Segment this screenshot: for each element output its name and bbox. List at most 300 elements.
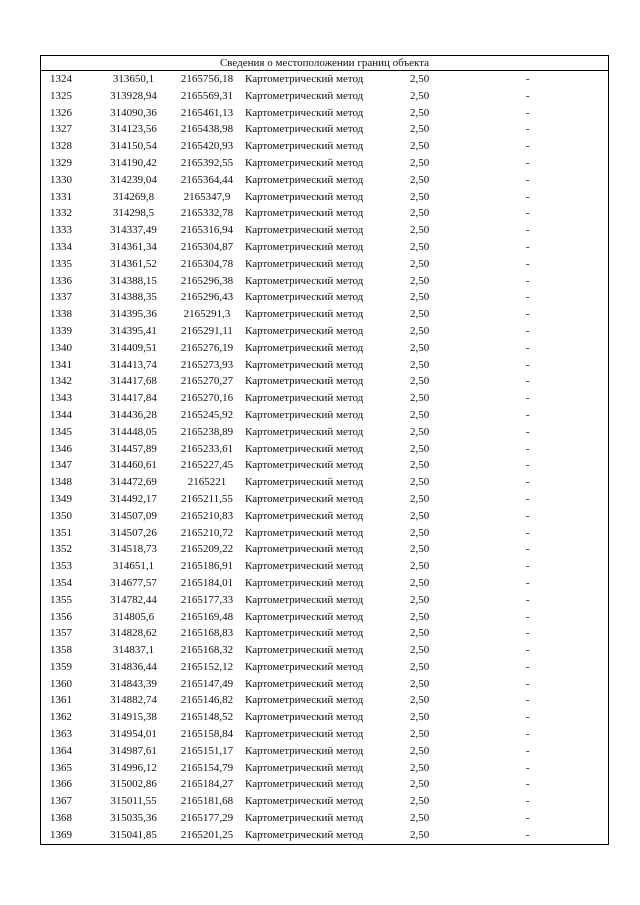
- table-row: [41, 441, 608, 458]
- note-cell: -: [526, 358, 530, 371]
- method-cell: Картометрический метод: [245, 761, 364, 774]
- x-coordinate-cell: 314417,68: [110, 375, 157, 388]
- y-coordinate-cell: 2165169,48: [180, 610, 234, 623]
- method-cell: Картометрический метод: [245, 73, 364, 85]
- note-cell: -: [526, 526, 530, 539]
- point-number-cell: 1348: [50, 476, 72, 489]
- table-row: [41, 121, 608, 138]
- coordinates-table: [40, 55, 609, 845]
- accuracy-cell: 2,50: [410, 476, 430, 489]
- table-row: [41, 525, 608, 542]
- y-coordinate-cell: 2165347,9: [183, 190, 231, 203]
- method-cell: Картометрический метод: [245, 593, 364, 606]
- note-cell: -: [526, 123, 530, 136]
- method-cell: Картометрический метод: [245, 509, 364, 522]
- note-cell: -: [526, 140, 530, 153]
- x-coordinate-cell: 314388,15: [110, 274, 157, 287]
- note-cell: -: [526, 795, 530, 808]
- y-coordinate-cell: 2165233,61: [180, 442, 234, 455]
- y-coordinate-cell: 2165210,83: [180, 509, 234, 522]
- y-coordinate-cell: 2165245,92: [180, 408, 234, 421]
- y-coordinate-cell: 2165438,98: [180, 123, 234, 136]
- table-row: [41, 222, 608, 239]
- y-coordinate-cell: 2165221: [187, 476, 227, 489]
- point-number-cell: 1329: [50, 156, 72, 169]
- method-cell: Картометрический метод: [245, 644, 364, 657]
- accuracy-cell: 2,50: [410, 509, 430, 522]
- y-coordinate-cell: 2165392,55: [180, 156, 234, 169]
- note-cell: -: [526, 308, 530, 321]
- x-coordinate-cell: 314395,41: [110, 324, 157, 337]
- point-number-cell: 1363: [50, 728, 72, 741]
- x-coordinate-cell: 314492,17: [110, 492, 157, 505]
- x-coordinate-cell: 314507,26: [110, 526, 157, 539]
- point-number-cell: 1355: [50, 593, 72, 606]
- y-coordinate-cell: 2165238,89: [180, 425, 234, 438]
- accuracy-cell: 2,50: [410, 392, 430, 405]
- method-cell: Картометрический метод: [245, 459, 364, 472]
- note-cell: -: [526, 106, 530, 119]
- point-number-cell: 1336: [50, 274, 72, 287]
- table-row: [41, 71, 608, 88]
- x-coordinate-cell: 315041,85: [110, 828, 157, 841]
- accuracy-cell: 2,50: [410, 408, 430, 421]
- table-row: [41, 575, 608, 592]
- note-cell: -: [526, 392, 530, 405]
- note-cell: -: [526, 224, 530, 237]
- x-coordinate-cell: 314123,56: [110, 123, 157, 136]
- table-row: [41, 407, 608, 424]
- x-coordinate-cell: 314150,54: [110, 140, 157, 153]
- note-cell: -: [526, 257, 530, 270]
- point-number-cell: 1353: [50, 560, 72, 573]
- method-cell: Картометрический метод: [245, 140, 364, 153]
- point-number-cell: 1362: [50, 711, 72, 724]
- table-row: [41, 474, 608, 491]
- y-coordinate-cell: 2165177,33: [180, 593, 234, 606]
- y-coordinate-cell: 2165186,91: [180, 560, 234, 573]
- point-number-cell: 1330: [50, 173, 72, 186]
- table-row: [41, 424, 608, 441]
- method-cell: Картометрический метод: [245, 240, 364, 253]
- table-row: [41, 390, 608, 407]
- method-cell: Картометрический метод: [245, 711, 364, 724]
- accuracy-cell: 2,50: [410, 257, 430, 270]
- point-number-cell: 1338: [50, 308, 72, 321]
- point-number-cell: 1337: [50, 291, 72, 304]
- note-cell: -: [526, 324, 530, 337]
- x-coordinate-cell: 314413,74: [110, 358, 157, 371]
- y-coordinate-cell: 2165181,68: [180, 795, 234, 808]
- accuracy-cell: 2,50: [410, 375, 430, 388]
- point-number-cell: 1326: [50, 106, 72, 119]
- y-coordinate-cell: 2165270,16: [180, 392, 234, 405]
- method-cell: Картометрический метод: [245, 173, 364, 186]
- point-number-cell: 1358: [50, 644, 72, 657]
- method-cell: Картометрический метод: [245, 442, 364, 455]
- accuracy-cell: 2,50: [410, 140, 430, 153]
- method-cell: Картометрический метод: [245, 123, 364, 136]
- y-coordinate-cell: 2165273,93: [180, 358, 234, 371]
- note-cell: -: [526, 778, 530, 791]
- x-coordinate-cell: 314417,84: [110, 392, 157, 405]
- note-cell: -: [526, 156, 530, 169]
- note-cell: -: [526, 644, 530, 657]
- table-row: [41, 340, 608, 357]
- accuracy-cell: 2,50: [410, 593, 430, 606]
- note-cell: -: [526, 728, 530, 741]
- y-coordinate-cell: 2165184,27: [180, 778, 234, 791]
- point-number-cell: 1349: [50, 492, 72, 505]
- method-cell: Картометрический метод: [245, 224, 364, 237]
- x-coordinate-cell: 314460,61: [110, 459, 157, 472]
- y-coordinate-cell: 2165209,22: [180, 543, 234, 556]
- accuracy-cell: 2,50: [410, 459, 430, 472]
- method-cell: Картометрический метод: [245, 476, 364, 489]
- x-coordinate-cell: 314361,34: [110, 240, 157, 253]
- method-cell: Картометрический метод: [245, 257, 364, 270]
- note-cell: -: [526, 408, 530, 421]
- method-cell: Картометрический метод: [245, 156, 364, 169]
- x-coordinate-cell: 314828,62: [110, 627, 157, 640]
- method-cell: Картометрический метод: [245, 627, 364, 640]
- point-number-cell: 1334: [50, 240, 72, 253]
- x-coordinate-cell: 314843,39: [110, 677, 157, 690]
- x-coordinate-cell: 313928,94: [110, 89, 157, 102]
- accuracy-cell: 2,50: [410, 442, 430, 455]
- method-cell: Картометрический метод: [245, 677, 364, 690]
- method-cell: Картометрический метод: [245, 526, 364, 539]
- x-coordinate-cell: 314987,61: [110, 744, 157, 757]
- point-number-cell: 1345: [50, 425, 72, 438]
- note-cell: -: [526, 89, 530, 102]
- note-cell: -: [526, 677, 530, 690]
- note-cell: -: [526, 610, 530, 623]
- y-coordinate-cell: 2165146,82: [180, 694, 234, 707]
- note-cell: -: [526, 660, 530, 673]
- point-number-cell: 1340: [50, 341, 72, 354]
- method-cell: Картометрический метод: [245, 392, 364, 405]
- note-cell: -: [526, 711, 530, 724]
- method-cell: Картометрический метод: [245, 425, 364, 438]
- accuracy-cell: 2,50: [410, 812, 430, 825]
- table-row: [41, 256, 608, 273]
- table-row: [41, 642, 608, 659]
- point-number-cell: 1341: [50, 358, 72, 371]
- note-cell: -: [526, 560, 530, 573]
- accuracy-cell: 2,50: [410, 560, 430, 573]
- method-cell: Картометрический метод: [245, 744, 364, 757]
- y-coordinate-cell: 2165154,79: [180, 761, 234, 774]
- accuracy-cell: 2,50: [410, 274, 430, 287]
- method-cell: Картометрический метод: [245, 828, 364, 841]
- accuracy-cell: 2,50: [410, 627, 430, 640]
- method-cell: Картометрический метод: [245, 795, 364, 808]
- point-number-cell: 1332: [50, 207, 72, 220]
- note-cell: -: [526, 291, 530, 304]
- point-number-cell: 1350: [50, 509, 72, 522]
- note-cell: -: [526, 207, 530, 220]
- method-cell: Картометрический метод: [245, 408, 364, 421]
- table-row: [41, 609, 608, 626]
- table-row: [41, 205, 608, 222]
- accuracy-cell: 2,50: [410, 291, 430, 304]
- table-row: [41, 323, 608, 340]
- accuracy-cell: 2,50: [410, 207, 430, 220]
- note-cell: -: [526, 812, 530, 825]
- y-coordinate-cell: 2165276,19: [180, 341, 234, 354]
- x-coordinate-cell: 314782,44: [110, 593, 157, 606]
- accuracy-cell: 2,50: [410, 728, 430, 741]
- point-number-cell: 1347: [50, 459, 72, 472]
- method-cell: Картометрический метод: [245, 190, 364, 203]
- accuracy-cell: 2,50: [410, 610, 430, 623]
- table-row: [41, 105, 608, 122]
- accuracy-cell: 2,50: [410, 358, 430, 371]
- accuracy-cell: 2,50: [410, 106, 430, 119]
- point-number-cell: 1368: [50, 812, 72, 825]
- accuracy-cell: 2,50: [410, 190, 430, 203]
- point-number-cell: 1359: [50, 660, 72, 673]
- x-coordinate-cell: 314882,74: [110, 694, 157, 707]
- x-coordinate-cell: 314409,51: [110, 341, 157, 354]
- note-cell: -: [526, 240, 530, 253]
- note-cell: -: [526, 828, 530, 841]
- x-coordinate-cell: 314395,36: [110, 308, 157, 321]
- accuracy-cell: 2,50: [410, 492, 430, 505]
- x-coordinate-cell: 315011,55: [110, 795, 157, 808]
- y-coordinate-cell: 2165296,43: [180, 291, 234, 304]
- note-cell: -: [526, 425, 530, 438]
- accuracy-cell: 2,50: [410, 744, 430, 757]
- accuracy-cell: 2,50: [410, 224, 430, 237]
- accuracy-cell: 2,50: [410, 324, 430, 337]
- y-coordinate-cell: 2165569,31: [180, 89, 234, 102]
- table-row: [41, 239, 608, 256]
- table-row: [41, 726, 608, 743]
- point-number-cell: 1351: [50, 526, 72, 539]
- accuracy-cell: 2,50: [410, 778, 430, 791]
- accuracy-cell: 2,50: [410, 677, 430, 690]
- x-coordinate-cell: 313650,1: [112, 73, 155, 85]
- table-row: [41, 776, 608, 793]
- table-row: [41, 743, 608, 760]
- y-coordinate-cell: 2165210,72: [180, 526, 234, 539]
- table-row: [41, 793, 608, 810]
- y-coordinate-cell: 2165168,32: [180, 644, 234, 657]
- x-coordinate-cell: 314448,05: [110, 425, 157, 438]
- x-coordinate-cell: 314269,8: [112, 190, 155, 203]
- method-cell: Картометрический метод: [245, 576, 364, 589]
- note-cell: -: [526, 694, 530, 707]
- note-cell: -: [526, 627, 530, 640]
- accuracy-cell: 2,50: [410, 341, 430, 354]
- y-coordinate-cell: 2165168,83: [180, 627, 234, 640]
- y-coordinate-cell: 2165332,78: [180, 207, 234, 220]
- y-coordinate-cell: 2165461,13: [180, 106, 234, 119]
- y-coordinate-cell: 2165756,18: [180, 73, 234, 85]
- y-coordinate-cell: 2165147,49: [180, 677, 234, 690]
- y-coordinate-cell: 2165291,11: [181, 324, 233, 337]
- method-cell: Картометрический метод: [245, 660, 364, 673]
- accuracy-cell: 2,50: [410, 89, 430, 102]
- y-coordinate-cell: 2165291,3: [183, 308, 231, 321]
- note-cell: -: [526, 593, 530, 606]
- method-cell: Картометрический метод: [245, 778, 364, 791]
- point-number-cell: 1343: [50, 392, 72, 405]
- point-number-cell: 1335: [50, 257, 72, 270]
- point-number-cell: 1360: [50, 677, 72, 690]
- note-cell: -: [526, 173, 530, 186]
- x-coordinate-cell: 314361,52: [110, 257, 157, 270]
- table-row: [41, 289, 608, 306]
- note-cell: -: [526, 492, 530, 505]
- table-body: [41, 71, 608, 844]
- table-row: [41, 625, 608, 642]
- table-row: [41, 155, 608, 172]
- method-cell: Картометрический метод: [245, 207, 364, 220]
- y-coordinate-cell: 2165364,44: [180, 173, 234, 186]
- table-row: [41, 810, 608, 827]
- y-coordinate-cell: 2165152,12: [180, 660, 234, 673]
- accuracy-cell: 2,50: [410, 308, 430, 321]
- point-number-cell: 1361: [50, 694, 72, 707]
- accuracy-cell: 2,50: [410, 156, 430, 169]
- accuracy-cell: 2,50: [410, 73, 430, 85]
- x-coordinate-cell: 314472,69: [110, 476, 157, 489]
- point-number-cell: 1365: [50, 761, 72, 774]
- method-cell: Картометрический метод: [245, 274, 364, 287]
- point-number-cell: 1331: [50, 190, 72, 203]
- point-number-cell: 1366: [50, 778, 72, 791]
- y-coordinate-cell: 2165227,45: [180, 459, 234, 472]
- note-cell: -: [526, 509, 530, 522]
- method-cell: Картометрический метод: [245, 324, 364, 337]
- method-cell: Картометрический метод: [245, 358, 364, 371]
- y-coordinate-cell: 2165177,29: [180, 812, 234, 825]
- method-cell: Картометрический метод: [245, 728, 364, 741]
- accuracy-cell: 2,50: [410, 711, 430, 724]
- method-cell: Картометрический метод: [245, 106, 364, 119]
- method-cell: Картометрический метод: [245, 610, 364, 623]
- x-coordinate-cell: 314507,09: [110, 509, 157, 522]
- x-coordinate-cell: 314239,04: [110, 173, 157, 186]
- point-number-cell: 1352: [50, 543, 72, 556]
- point-number-cell: 1339: [50, 324, 72, 337]
- x-coordinate-cell: 314457,89: [110, 442, 157, 455]
- table-row: [41, 189, 608, 206]
- point-number-cell: 1369: [50, 828, 72, 841]
- x-coordinate-cell: 315035,36: [110, 812, 157, 825]
- y-coordinate-cell: 2165420,93: [180, 140, 234, 153]
- point-number-cell: 1367: [50, 795, 72, 808]
- x-coordinate-cell: 314677,57: [110, 576, 157, 589]
- point-number-cell: 1346: [50, 442, 72, 455]
- method-cell: Картометрический метод: [245, 341, 364, 354]
- accuracy-cell: 2,50: [410, 761, 430, 774]
- x-coordinate-cell: 314190,42: [110, 156, 157, 169]
- accuracy-cell: 2,50: [410, 644, 430, 657]
- method-cell: Картометрический метод: [245, 492, 364, 505]
- x-coordinate-cell: 314518,73: [110, 543, 157, 556]
- table-row: [41, 491, 608, 508]
- method-cell: Картометрический метод: [245, 812, 364, 825]
- table-row: [41, 676, 608, 693]
- method-cell: Картометрический метод: [245, 308, 364, 321]
- note-cell: -: [526, 576, 530, 589]
- point-number-cell: 1354: [50, 576, 72, 589]
- method-cell: Картометрический метод: [245, 543, 364, 556]
- x-coordinate-cell: 314337,49: [110, 224, 157, 237]
- method-cell: Картометрический метод: [245, 375, 364, 388]
- note-cell: -: [526, 375, 530, 388]
- x-coordinate-cell: 314836,44: [110, 660, 157, 673]
- method-cell: Картометрический метод: [245, 560, 364, 573]
- y-coordinate-cell: 2165211,55: [181, 492, 233, 505]
- accuracy-cell: 2,50: [410, 173, 430, 186]
- point-number-cell: 1327: [50, 123, 72, 136]
- x-coordinate-cell: 315002,86: [110, 778, 157, 791]
- table-row: [41, 692, 608, 709]
- x-coordinate-cell: 314090,36: [110, 106, 157, 119]
- note-cell: -: [526, 761, 530, 774]
- method-cell: Картометрический метод: [245, 291, 364, 304]
- table-row: [41, 138, 608, 155]
- y-coordinate-cell: 2165270,27: [180, 375, 234, 388]
- accuracy-cell: 2,50: [410, 543, 430, 556]
- point-number-cell: 1333: [50, 224, 72, 237]
- y-coordinate-cell: 2165184,01: [180, 576, 234, 589]
- table-row: [41, 306, 608, 323]
- y-coordinate-cell: 2165158,84: [180, 728, 234, 741]
- table-row: [41, 659, 608, 676]
- note-cell: -: [526, 459, 530, 472]
- method-cell: Картометрический метод: [245, 694, 364, 707]
- y-coordinate-cell: 2165304,78: [180, 257, 234, 270]
- accuracy-cell: 2,50: [410, 123, 430, 136]
- x-coordinate-cell: 314436,28: [110, 408, 157, 421]
- note-cell: -: [526, 190, 530, 203]
- note-cell: -: [526, 476, 530, 489]
- y-coordinate-cell: 2165304,87: [180, 240, 234, 253]
- y-coordinate-cell: 2165201,25: [180, 828, 234, 841]
- table-row: [41, 827, 608, 844]
- y-coordinate-cell: 2165316,94: [180, 224, 234, 237]
- point-number-cell: 1342: [50, 375, 72, 388]
- y-coordinate-cell: 2165296,38: [180, 274, 234, 287]
- table-row: [41, 172, 608, 189]
- table-row: [41, 541, 608, 558]
- x-coordinate-cell: 314915,38: [110, 711, 157, 724]
- point-number-cell: 1357: [50, 627, 72, 640]
- table-row: [41, 508, 608, 525]
- accuracy-cell: 2,50: [410, 576, 430, 589]
- table-row: [41, 457, 608, 474]
- note-cell: -: [526, 73, 530, 85]
- table-row: [41, 273, 608, 290]
- table-row: [41, 592, 608, 609]
- table-row: [41, 357, 608, 374]
- y-coordinate-cell: 2165148,52: [180, 711, 234, 724]
- point-number-cell: 1344: [50, 408, 72, 421]
- x-coordinate-cell: 314996,12: [110, 761, 157, 774]
- accuracy-cell: 2,50: [410, 694, 430, 707]
- x-coordinate-cell: 314954,01: [110, 728, 157, 741]
- point-number-cell: 1324: [50, 73, 72, 85]
- table-row: [41, 709, 608, 726]
- accuracy-cell: 2,50: [410, 526, 430, 539]
- note-cell: -: [526, 442, 530, 455]
